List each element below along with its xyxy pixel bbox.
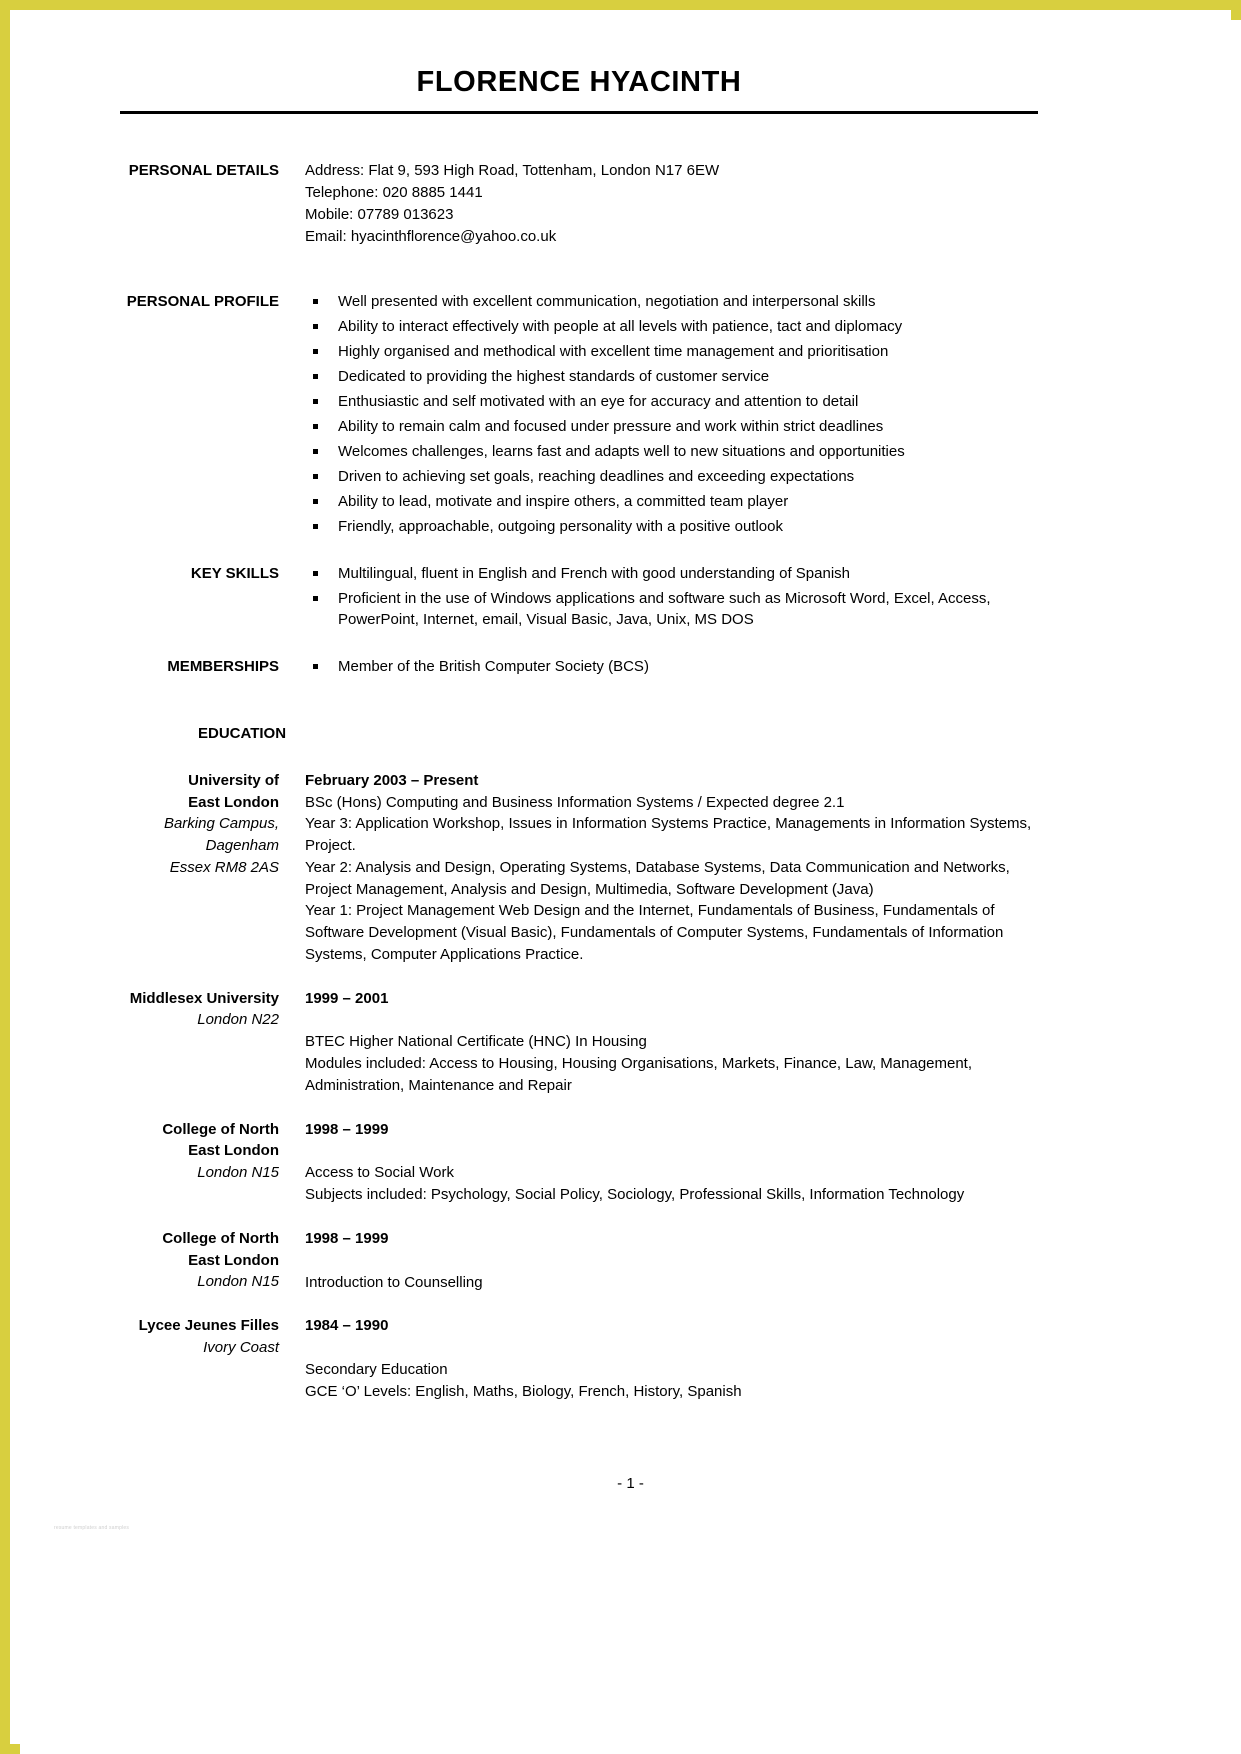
spacer (305, 1140, 1038, 1162)
section-label-memberships: MEMBERSHIPS (167, 658, 279, 676)
education-detail-line: BSc (Hons) Computing and Business Information Systems / Expected degree 2.1 (305, 793, 845, 811)
spacer (305, 1009, 1038, 1031)
education-entry (120, 1228, 1038, 1294)
list-item: Ability to lead, motivate and inspire others, a committed team player (305, 491, 1038, 512)
spacer (120, 634, 1038, 656)
education-period: 1998 – 1999 (305, 1229, 389, 1247)
institution-name-line: University of (188, 771, 279, 789)
education-detail-line: Modules included: Access to Housing, Housing Organisations, Markets, Finance, Law, Management, Administration, Maintenance and Repair (305, 1055, 973, 1094)
education-institution (120, 1315, 305, 1359)
list-item: Highly organised and methodical with excellent time management and prioritisation (305, 341, 1038, 362)
institution-name-line: East London (188, 1251, 279, 1269)
personal-profile-bullet-list (305, 291, 1038, 537)
list-item: Well presented with excellent communication, negotiation and interpersonal skills (305, 291, 1038, 312)
list-item: Friendly, approachable, outgoing personality with a positive outlook (305, 516, 1038, 537)
institution-location-line: Ivory Coast (203, 1339, 279, 1357)
education-entry (120, 988, 1038, 1097)
list-item: Proficient in the use of Windows applications and software such as Microsoft Word, Excel, Access, PowerPoint, Internet, email, Visual Basic, Java, Unix, MS DOS (305, 588, 1038, 631)
institution-name-line: Lycee Jeunes Filles (138, 1317, 279, 1335)
education-detail (305, 1119, 1038, 1206)
education-detail-line: Year 2: Analysis and Design, Operating Systems, Database Systems, Data Communication and Networks, Project Management, Analysis and Design, Multimedia, Software Development (Java) (305, 858, 1010, 898)
education-entry (120, 1315, 1038, 1402)
education-detail-line: Secondary Education (305, 1361, 448, 1379)
education-detail-line: GCE ‘O’ Levels: English, Maths, Biology, French, History, Spanish (305, 1382, 742, 1400)
spacer (120, 247, 1038, 291)
section-label-key-skills: KEY SKILLS (190, 564, 279, 582)
list-item: Enthusiastic and self motivated with an eye for accuracy and attention to detail (305, 391, 1038, 412)
memberships-bullet-list (305, 656, 1038, 677)
education-institution (120, 1119, 305, 1184)
list-item: Ability to remain calm and focused under pressure and work within strict deadlines (305, 416, 1038, 437)
education-detail (305, 1315, 1038, 1402)
address-line: Address: Flat 9, 593 High Road, Tottenham, London N17 6EW (305, 162, 720, 180)
education-period: 1998 – 1999 (305, 1120, 389, 1138)
education-entry-list (120, 770, 1038, 1403)
education-detail-line: BTEC Higher National Certificate (HNC) In Housing (305, 1033, 647, 1051)
document-sheet (20, 20, 1241, 1754)
education-detail-line: Access to Social Work (305, 1164, 454, 1182)
education-period: 1984 – 1990 (305, 1317, 389, 1335)
email-line: Email: hyacinthflorence@yahoo.co.uk (305, 227, 557, 245)
institution-location-line: Essex RM8 2AS (169, 858, 279, 876)
list-item: Ability to interact effectively with people at all levels with patience, tact and diplomacy (305, 316, 1038, 337)
section-memberships (120, 656, 1038, 681)
spacer (305, 1250, 1038, 1272)
section-key-skills (120, 563, 1038, 634)
institution-name-line: East London (188, 1142, 279, 1160)
telephone-line: Telephone: 020 8885 1441 (305, 184, 483, 202)
education-institution (120, 770, 305, 879)
education-detail-line: Introduction to Counselling (305, 1273, 483, 1291)
list-item: Driven to achieving set goals, reaching deadlines and exceeding expectations (305, 466, 1038, 487)
page-title: FLORENCE HYACINTH (416, 66, 742, 98)
key-skills-body (305, 563, 1038, 634)
education-detail-line: Subjects included: Psychology, Social Policy, Sociology, Professional Skills, Information Technology (305, 1186, 965, 1204)
spacer (120, 681, 1038, 725)
personal-details-body (305, 160, 1038, 247)
education-detail (305, 1228, 1038, 1294)
institution-location-line: London N15 (197, 1164, 279, 1182)
education-period: 1999 – 2001 (305, 989, 389, 1007)
institution-name-line: College of North (162, 1229, 279, 1247)
education-institution (120, 988, 305, 1032)
mobile-line: Mobile: 07789 013623 (305, 205, 454, 223)
watermark-text: resume templates and samples (54, 1525, 130, 1531)
institution-location-line: London N15 (197, 1273, 279, 1291)
page-number: - 1 - (617, 1475, 644, 1492)
institution-name-line: East London (188, 793, 279, 811)
education-institution (120, 1228, 305, 1293)
memberships-body (305, 656, 1038, 681)
list-item: Member of the British Computer Society (BCS) (305, 656, 1038, 677)
section-personal-profile (120, 291, 1038, 540)
title-divider (120, 111, 1038, 114)
education-entry (120, 770, 1038, 966)
list-item: Welcomes challenges, learns fast and adapts well to new situations and opportunities (305, 441, 1038, 462)
institution-location-line: London N22 (197, 1011, 279, 1029)
section-label-personal-profile: PERSONAL PROFILE (126, 293, 279, 311)
education-detail-line: Year 1: Project Management Web Design and the Internet, Fundamentals of Business, Fundamentals of Software Development (Visual Basic), Fundamentals of Computer Systems, Fundamentals of Information Systems, Computer Applications Practice. (305, 902, 1004, 963)
institution-name-line: College of North (162, 1120, 279, 1138)
section-personal-details (120, 160, 1038, 247)
spacer (305, 1337, 1038, 1359)
institution-location-line: Barking Campus, (163, 815, 279, 833)
education-detail (305, 770, 1038, 966)
section-label-education: EDUCATION (198, 724, 287, 742)
institution-name-line: Middlesex University (129, 989, 279, 1007)
institution-location-line: Dagenham (205, 837, 279, 855)
list-item: Multilingual, fluent in English and French with good understanding of Spanish (305, 563, 1038, 584)
education-period: February 2003 – Present (305, 771, 479, 789)
list-item: Dedicated to providing the highest standards of customer service (305, 366, 1038, 387)
education-entry (120, 1119, 1038, 1206)
spacer (120, 541, 1038, 563)
education-detail (305, 988, 1038, 1097)
cv-document (120, 66, 1038, 1425)
personal-profile-body (305, 291, 1038, 540)
section-label-personal-details: PERSONAL DETAILS (128, 162, 279, 180)
education-detail-line: Year 3: Application Workshop, Issues in Information Systems Practice, Managements in Information Systems, Project. (305, 815, 1032, 855)
key-skills-bullet-list (305, 563, 1038, 631)
